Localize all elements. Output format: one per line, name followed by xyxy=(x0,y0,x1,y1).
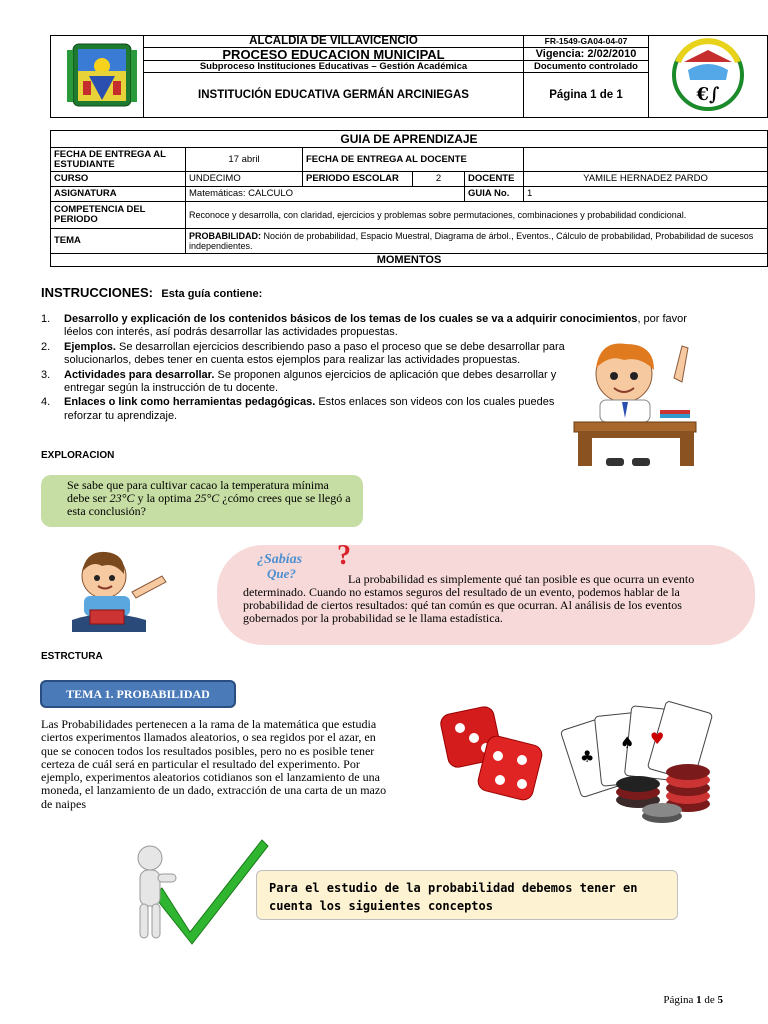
svg-text:♠: ♠ xyxy=(620,733,635,752)
tema-label: TEMA xyxy=(51,229,186,254)
footer-pagina-label: Página xyxy=(663,994,697,1006)
fecha-docente-label: FECHA DE ENTREGA AL DOCENTE xyxy=(303,148,524,172)
footer-total-pages: 5 xyxy=(717,994,723,1006)
sabias-que-box xyxy=(217,540,755,645)
fecha-docente-value xyxy=(524,148,768,172)
footer-de: de xyxy=(701,994,718,1006)
instrucciones-heading xyxy=(41,284,262,302)
tema-value xyxy=(186,229,768,254)
exploracion-text: y la optima xyxy=(134,491,195,505)
docente-label: DOCENTE xyxy=(465,172,524,187)
asignatura-value: Matemáticas: CALCULO xyxy=(186,187,465,202)
instruccion-item xyxy=(41,369,579,396)
item-number: 4. xyxy=(41,396,51,409)
municipal-logo-cell xyxy=(51,36,144,118)
item-text: Se desarrollan ejercicios describiendo paso a paso el proceso que se debe xyxy=(115,340,485,353)
item-text-rest: desarrollar para solucionarlos, debes tener en cuenta estos ejemplos para realizar las actividades propuestas. xyxy=(64,340,565,367)
documento-controlado: Documento controlado xyxy=(524,61,649,73)
header-table xyxy=(50,35,768,118)
tema-1-label: TEMA 1. PROBABILIDAD xyxy=(40,680,236,708)
sabias-que-logo xyxy=(257,540,377,587)
guia-title: GUIA DE APRENDIZAJE xyxy=(51,131,768,148)
instruccion-item xyxy=(41,396,579,423)
tema-bold: PROBABILIDAD: xyxy=(189,231,261,241)
guia-table xyxy=(50,130,768,267)
svg-text:€∫: €∫ xyxy=(696,84,720,105)
sabias-que-text: La probabilidad es simplemente qué tan posible es que ocurra un evento determinado. Cuando no estamos seguros del resultado de un evento, podemos hablar de la probabilidad de ciertos resultados: qué tan común es que ocurran. Al análisis de los eventos gobernados por la probabilidad se le llama estadística. xyxy=(243,572,695,625)
item-text-rest: puedes reforzar tu aprendizaje. xyxy=(64,396,555,422)
item-bold: Enlaces o link como herramientas pedagógicas. xyxy=(64,396,316,409)
student-raising-hand-illustration xyxy=(570,338,700,470)
svg-text:♥: ♥ xyxy=(650,729,665,748)
curso-label: CURSO xyxy=(51,172,186,187)
exploracion-question-box xyxy=(41,475,363,527)
sabias-logo-line1: ¿Sabías xyxy=(257,552,303,567)
periodo-value: 2 xyxy=(413,172,465,187)
instrucciones-title: INSTRUCCIONES: xyxy=(41,285,153,300)
asignatura-label: ASIGNATURA xyxy=(51,187,186,202)
alcaldia-title: ALCALDIA DE VILLAVICENCIO xyxy=(144,36,524,48)
competencia-value: Reconoce y desarrolla, con claridad, ejercicios y problemas sobre permutaciones, combinaciones y probabilidad condicional. xyxy=(186,202,768,229)
item-bold: Actividades para desarrollar. xyxy=(64,368,215,381)
fecha-estudiante-value: 17 abril xyxy=(186,148,303,172)
item-number: 1. xyxy=(41,313,51,325)
figure-with-checkmark-illustration xyxy=(130,836,270,946)
fecha-estudiante-label: FECHA DE ENTREGA AL ESTUDIANTE xyxy=(51,148,186,172)
guia-no-value: 1 xyxy=(524,187,768,202)
item-bold: Ejemplos. xyxy=(64,340,116,353)
momentos-row: MOMENTOS xyxy=(51,254,768,267)
item-text: , por favor xyxy=(637,313,687,325)
question-mark-icon: ? xyxy=(337,540,351,571)
instrucciones-subtitle: Esta guía contiene: xyxy=(161,288,263,300)
dice-cards-chips-illustration xyxy=(430,700,720,828)
item-bold: Desarrollo y explicación de los contenidos básicos de los temas de los cuales se va a adquirir conocimientos xyxy=(64,313,638,325)
tema-text: Noción de probabilidad, Espacio Muestral, Diagrama de árbol., Eventos., Cálculo de probabilidad, Probabilidad de sucesos independientes. xyxy=(189,231,754,251)
footer-current-page: 1 xyxy=(696,994,702,1006)
item-text-rest: léelos con interés, así podrás desarrollar las actividades propuestas. xyxy=(64,326,398,339)
header-pagina: Página 1 de 1 xyxy=(524,73,649,118)
docente-value: YAMILE HERNADEZ PARDO xyxy=(524,172,768,187)
sabias-logo-line2: Que? xyxy=(267,566,296,581)
subproceso-title: Subproceso Instituciones Educativas – Gestión Académica xyxy=(144,61,524,73)
item-number: 2. xyxy=(41,340,51,353)
instruccion-item xyxy=(41,341,579,368)
instruccion-item xyxy=(41,313,768,340)
temperature-optimal: 25°C xyxy=(194,491,220,505)
probabilidad-paragraph: Las Probabilidades pertenecen a la rama de la matemática que estudia ciertos experimentos llamados aleatorios, o sea regidos por el azar, en que se conocen todos los resultados posibles, pero no es posible tener certeza de cuál será en particular el resultado del experimento. Por ejemplo, experimentos aleatorios cotidianos son el lanzamiento de una moneda, el lanzamiento de un dado, extracción de una carta de un mazo de naipes xyxy=(41,717,387,811)
competencia-label: COMPETENCIA DEL PERIODO xyxy=(51,202,186,229)
villavicencio-shield-logo xyxy=(53,36,141,114)
institution-logo-cell xyxy=(649,36,768,118)
reading-boy-illustration xyxy=(62,548,170,636)
temperature-min: 23°C xyxy=(109,491,135,505)
exploracion-text: ¿cómo crees que se llegó a esta conclusión? xyxy=(67,491,351,518)
periodo-label: PERIODO ESCOLAR xyxy=(303,172,413,187)
document-code: FR-1549-GA04-04-07 xyxy=(524,36,649,48)
svg-text:♣: ♣ xyxy=(580,747,595,766)
proceso-title: PROCESO EDUCACION MUNICIPAL xyxy=(144,48,524,61)
item-text-rest: desarrollar y entregar según la instrucción de tu docente. xyxy=(64,368,557,395)
exploracion-heading: EXPLORACION xyxy=(41,450,115,461)
item-text: Estos enlaces son videos con los cuales xyxy=(315,396,516,409)
curso-value: UNDECIMO xyxy=(186,172,303,187)
institucion-title: INSTITUCIÓN EDUCATIVA GERMÁN ARCINIEGAS xyxy=(144,73,524,118)
estructura-heading: ESTRCTURA xyxy=(41,651,103,662)
footer-page-number xyxy=(663,994,723,1006)
item-number: 3. xyxy=(41,368,51,381)
conceptos-box: Para el estudio de la probabilidad debemos tener en cuenta los siguientes conceptos xyxy=(256,870,678,920)
german-arciniegas-emblem xyxy=(650,36,766,114)
guia-no-label: GUIA No. xyxy=(465,187,524,202)
exploracion-text: Se sabe que para cultivar cacao la temperatura mínima debe ser xyxy=(67,478,329,505)
vigencia: Vigencia: 2/02/2010 xyxy=(524,48,649,61)
item-text: Se proponen algunos ejercicios de aplicación que debes xyxy=(214,368,493,381)
